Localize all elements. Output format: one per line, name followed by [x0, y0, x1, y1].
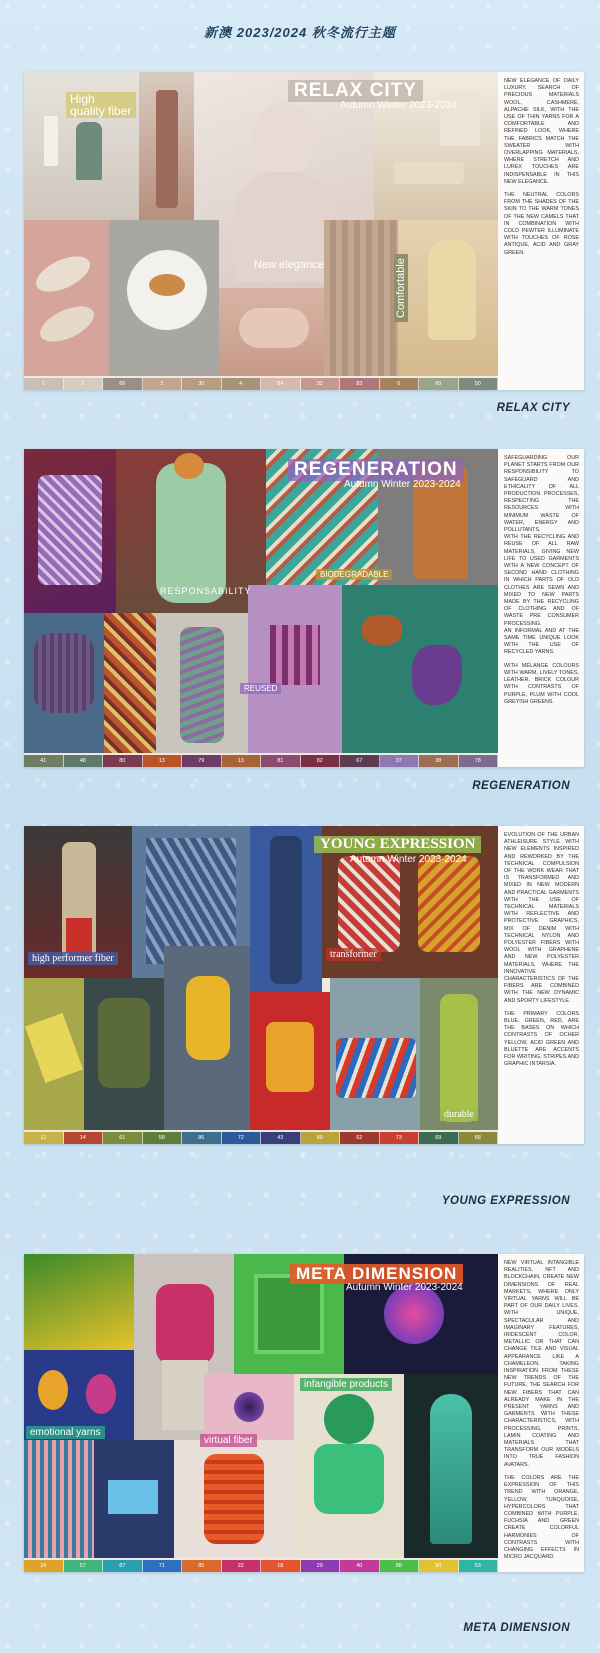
- theme-title: META DIMENSION: [290, 1264, 463, 1284]
- photo-yellow-puffer: [164, 946, 250, 1130]
- photo-denim-suit: [250, 826, 322, 992]
- board-caption: REGENERATION: [472, 780, 570, 792]
- color-swatch: 66: [103, 378, 143, 390]
- color-swatch: 13: [222, 755, 262, 767]
- photo-trousers: [139, 72, 194, 220]
- trend-board-meta-dimension: [24, 1254, 584, 1572]
- color-swatch-bar: [24, 378, 498, 390]
- color-swatch: 57: [64, 1560, 104, 1572]
- description-text: [498, 72, 584, 390]
- color-swatch: 24: [24, 1560, 64, 1572]
- photo-pleats: [24, 1440, 94, 1558]
- color-swatch: 37: [380, 755, 420, 767]
- color-swatch: 73: [380, 1132, 420, 1144]
- photo-printed-coat: [156, 613, 248, 753]
- photo-green-avatar: [294, 1374, 404, 1558]
- color-swatch: 12: [24, 1132, 64, 1144]
- color-swatch: 79: [182, 755, 222, 767]
- theme-season: Autumn Winter 2023-2024: [344, 479, 461, 490]
- photo-world-map: [342, 585, 498, 753]
- collage: [24, 449, 498, 755]
- color-swatch-bar: [24, 1132, 498, 1144]
- description-paragraph: WITH THE RECYCLING AND REUSE OF ALL RAW MATERIALS, GIVING NEW LIFE TO USED GARMENTS WITH A NEW CONCEPT OF SECOND HAND CLOTHING IN WHICH PARTS OF OLD CLOTHES ARE SEWN AND MIXED TO NEW PARTS MADE BY THE RECYCLING OF CLOTHING AND OF WASTE PRE CONSUMER PROCESSING.: [504, 534, 579, 627]
- color-swatch: 69: [419, 1132, 459, 1144]
- photo-tent: [24, 978, 84, 1130]
- theme-title: RELAX CITY: [288, 80, 423, 102]
- label-new-elegance: New elegance: [254, 259, 324, 271]
- color-swatch-bar: [24, 755, 498, 767]
- description-paragraph: AN INFORMAL AND AT THE SAME TIME UNIQUE LOOK WITH THE USE OF RECYCLED YARNS.: [504, 627, 579, 656]
- description-paragraph: THE PRIMARY COLORS BLUE, GREEN, RED, ARE THE BASES ON WHICH CONTRASTS OF OCHER YELLOW, ACID GREEN AND BLUETTE ARE ACCENTS FOR WRITING, STRIPES AND GRAPHIC INTARSIA.: [504, 1010, 579, 1068]
- color-swatch: 13: [143, 755, 183, 767]
- board-caption: META DIMENSION: [463, 1622, 570, 1634]
- color-swatch: 85: [182, 1560, 222, 1572]
- description-paragraph: WITH MÉLANGE COLOURS WITH WARM, LIVELY TONES, LEATHER, BRICK COLOUR WITH CONTRASTS OF PURPLE, PLUM WITH COOL GREYISH GREENS.: [504, 662, 579, 705]
- label-infangible-products: infangible products: [300, 1378, 392, 1391]
- color-swatch: 32: [301, 378, 341, 390]
- color-swatch: 48: [64, 755, 104, 767]
- color-swatch: 14: [64, 1132, 104, 1144]
- color-swatch: 3: [143, 378, 183, 390]
- board-caption: YOUNG EXPRESSION: [441, 1195, 570, 1207]
- theme-season: Autumn Winter 2023-2024: [340, 100, 457, 111]
- color-swatch: 82: [301, 755, 341, 767]
- color-swatch: 41: [24, 755, 64, 767]
- color-swatch: 18: [261, 1560, 301, 1572]
- description-paragraph: NEW ELEGANCE OF DAILY LUXURY, SEARCH OF PRECIOUS MATERIALS WOOL, CASHMERE, ALPACHE SILK, WITH THE USE OF THIN YARNS FOR A COMFORTABLE AND REFINED LOOK, WHERE THE FABRICS MATCH THE SWEATER WITH OVERLAPPING MATERIALS, WHERE STRETCH AND LUREX TOUCHES ARE INDISPENSABLE IN THIS NEW ELEGANCE.: [504, 78, 579, 185]
- color-swatch: 67: [340, 755, 380, 767]
- photo-tweed-bag: [24, 613, 104, 753]
- color-swatch: 1: [24, 378, 64, 390]
- color-swatch: 84: [261, 378, 301, 390]
- description-text: [498, 826, 584, 1144]
- description-text: [498, 449, 584, 767]
- color-swatch: 83: [340, 378, 380, 390]
- theme-title: REGENERATION: [288, 459, 464, 481]
- photo-curtain: [324, 220, 398, 376]
- photo-patch-bag: [248, 585, 342, 753]
- description-paragraph: THE COLORS ARE THE EXPRESSION OF THIS TREND WITH ORANGE, YELLOW, TURQUOISE, HYPERCOLORS THAT COMBINED WITH PURPLE, FUCHSIA AND GREEN CREATE COLORFUL HARMONIES OF CONTRASTS WITH CHANGING EFFECTS IN MICRO JACQUARD.: [504, 1474, 579, 1561]
- color-swatch: 58: [143, 1132, 183, 1144]
- board-caption: RELAX CITY: [496, 402, 570, 414]
- color-swatch: 2: [64, 378, 104, 390]
- photo-boots: [250, 992, 330, 1130]
- photo-woven-pattern: [104, 613, 156, 753]
- label-virtual-fiber: virtual fiber: [200, 1434, 257, 1447]
- color-swatch: 40: [340, 1560, 380, 1572]
- color-swatch: 71: [143, 1560, 183, 1572]
- color-swatch: 81: [261, 755, 301, 767]
- trend-board-relax-city: [24, 72, 584, 390]
- photo-hands: [219, 288, 324, 376]
- photo-purple-sweater: [24, 449, 116, 613]
- theme-season: Autumn Winter 2023-2024: [350, 854, 467, 865]
- description-paragraph: THE NEUTRAL COLORS FROM THE SHADES OF THE SKIN TO THE WARM TONES OF THE NEW CAMELS THAT IN COMBINATION WITH COLD PEWTER ILLUMINATE WITH TOUCHES OF ROSE ANTIQUE, ACID AND GRAY GREEN.: [504, 192, 579, 256]
- color-swatch: 89: [301, 1132, 341, 1144]
- color-swatch: 60: [419, 378, 459, 390]
- label-responsability: RESPONSABILITY: [160, 586, 252, 596]
- theme-title: YOUNG EXPRESSION: [314, 836, 481, 853]
- label-biodegradable: BIODEGRADABLE: [316, 569, 392, 580]
- description-paragraph: NEW VIRTUAL INTANGIBLE REALITIES, NFT AND BLOCKCHAIN, CREATE NEW DIMENSIONS OF REAL MARKETS, WHERE ONLY VIRTUAL YARNS WILL BE PART OF OUR DAILY LIVES. WITH UNIQUE, SPECTACULAR AND IMAGINARY FEATURES, IRIDESCENT COLOR, METALLIC OR THAT CAN CHANGE TILE AND VISUAL APPEARANCE LIKE A CHAMELEON. TAKING INSPIRATION FROM THESE NEW TRENDS OF THE FUTURE, THE SEARCH FOR NEW FIBERS THAT CAN ALREADY MAKE IN THE PRESENT YARNS AND GARMENTS WITH THESE CHARACTERISTICS, WITH PROCESSING, PRINTS, LAMIN COATING AND MATERIALS THAT TRANSFORM OUR MODELS INTO TRUE FASHION AVATARS.: [504, 1260, 579, 1468]
- page-title: 新澳 2023/2024 秋冬流行主题: [204, 25, 396, 40]
- photo-breakfast: [109, 220, 219, 376]
- color-swatch: 86: [182, 1132, 222, 1144]
- label-comfortable: Comfortable: [394, 254, 408, 322]
- color-swatch: 6: [380, 378, 420, 390]
- photo-eye: [204, 1374, 294, 1440]
- photo-graffiti-train: [330, 978, 420, 1130]
- collage: [24, 1254, 498, 1560]
- color-swatch: 87: [103, 1560, 143, 1572]
- label-high-quality-fiber: High quality fiber: [66, 92, 136, 118]
- color-swatch: 72: [222, 1132, 262, 1144]
- color-swatch: 62: [340, 1132, 380, 1144]
- color-swatch: 68: [459, 1132, 499, 1144]
- label-reused: REUSED: [240, 683, 281, 694]
- color-swatch: 50: [459, 378, 499, 390]
- color-swatch: 29: [301, 1560, 341, 1572]
- color-swatch: 43: [261, 1132, 301, 1144]
- photo-green-jacket: [84, 978, 164, 1130]
- description-paragraph: SAFEGUARDING OUR PLANET STARTS FROM OUR RESPONSIBILITY TO SAFEGUARD AND ETHICALITY OF ALL PRODUCTION PROCESSES, RESPECTING THE RESOURCES WITH MINIMUM WASTE OF WATER, ENERGY AND POLLUTANTS.: [504, 455, 579, 534]
- photo-colorful-shop: [24, 1254, 134, 1350]
- color-swatch: 53: [459, 1560, 499, 1572]
- photo-teal-gown: [404, 1374, 498, 1558]
- photo-computer-desk: [94, 1440, 174, 1558]
- color-swatch: 30: [182, 378, 222, 390]
- label-high-performer-fiber: high performer fiber: [28, 952, 118, 965]
- photo-knitwear: [398, 220, 498, 376]
- collage: [24, 72, 498, 378]
- color-swatch: 38: [419, 755, 459, 767]
- trend-board-young-expression: [24, 826, 584, 1144]
- trend-board-regeneration: [24, 449, 584, 767]
- color-swatch: 22: [222, 1560, 262, 1572]
- color-swatch: 88: [380, 1560, 420, 1572]
- label-emotional-yarns: emotional yarns: [26, 1426, 105, 1439]
- photo-shoes: [24, 220, 109, 376]
- label-transformer: transformer: [326, 948, 381, 961]
- description-text: [498, 1254, 584, 1572]
- color-swatch: 4: [222, 378, 262, 390]
- label-durable: durable: [440, 1108, 478, 1121]
- description-paragraph: EVOLUTION OF THE URBAN ATHLEISURE STYLE WITH NEW ELEMENTS INSPIRED AND REWORKED BY THE TECHNICAL COMPULSION OF THE WORK WEAR THAT IS TRANSFORMED AND MIXED IN NEW MODERN AND PRACTICAL GARMENTS WITH THE USE OF TECHNICAL MATERIALS WITH REFLECTIVE AND PROTECTIVE GRAPHICS, MIX OF DENIM WITH TECHNICAL NYLON AND POLYESTER FIBERS WITH WOOL WITH GRAPHENE AND NEW POLYESTER MATERIALS, WHERE THE INNOVATIVE CHARACTERISTICS OF THE FIBERS ARE COMBINED WITH THE NEW DYNAMIC AND SPORTY LIFESTYLE.: [504, 832, 579, 1004]
- color-swatch: 78: [459, 755, 499, 767]
- photo-metallic-jacket: [174, 1440, 294, 1558]
- color-swatch: 61: [103, 1132, 143, 1144]
- color-swatch: 80: [103, 755, 143, 767]
- collage: [24, 826, 498, 1132]
- color-swatch: 90: [419, 1560, 459, 1572]
- theme-season: Autumn Winter 2023-2024: [346, 1282, 463, 1293]
- color-swatch-bar: [24, 1560, 498, 1572]
